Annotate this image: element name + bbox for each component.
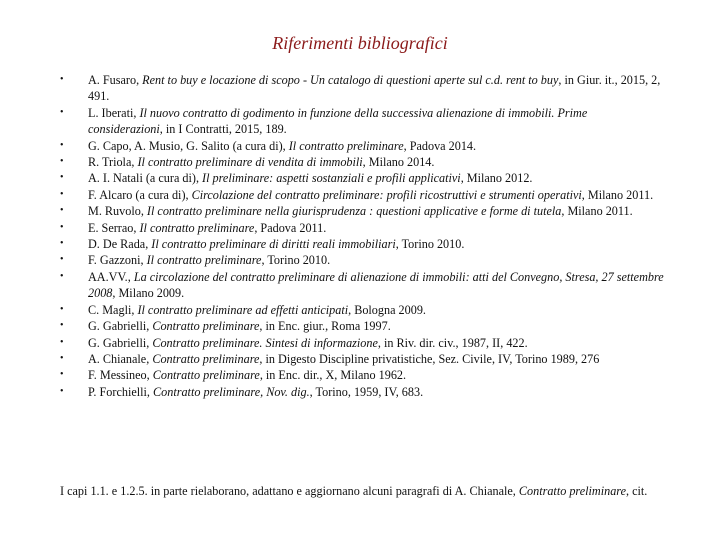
bullet-icon: • <box>60 320 64 332</box>
bullet-icon: • <box>60 106 64 118</box>
footnote-tail: , cit. <box>625 484 648 498</box>
reference-author: F. Gazzoni, <box>88 253 147 268</box>
reference-source: , in Enc. dir., X, Milano 1962. <box>259 368 407 383</box>
reference-item <box>58 187 664 203</box>
reference-item <box>58 154 664 170</box>
reference-item <box>58 269 664 302</box>
reference-author: M. Ruvolo, <box>88 204 147 219</box>
reference-title: Rent to buy e locazione di scopo - Un catalogo di questioni aperte sul c.d. rent to buy <box>142 73 559 87</box>
reference-source: , Padova 2014. <box>403 138 477 153</box>
bullet-icon: • <box>60 221 64 233</box>
bullet-icon: • <box>60 270 64 282</box>
bullet-icon: • <box>60 254 64 266</box>
reference-source: , Torino, 1959, IV, 683. <box>309 384 424 399</box>
reference-author: E. Serrao, <box>88 220 140 235</box>
bullet-icon: • <box>60 352 64 364</box>
reference-source: , Bologna 2009. <box>348 302 426 317</box>
reference-item <box>58 252 664 268</box>
footnote-text: I capi 1.1. e 1.2.5. in parte rielaborano, adattano e aggiornano alcuni paragrafi di A. Chianale, <box>60 484 519 498</box>
reference-item <box>58 203 664 219</box>
reference-title: Il contratto preliminare di diritti reali immobiliari <box>151 237 396 252</box>
bullet-icon: • <box>60 156 64 168</box>
reference-item <box>58 236 664 252</box>
reference-title: Il nuovo contratto di godimento in funzione della successiva alienazione di immobili. Prime considerazioni <box>88 105 588 137</box>
reference-source: , Milano 2011. <box>561 204 633 219</box>
reference-list <box>58 72 664 400</box>
reference-title: Contratto preliminare <box>152 368 260 383</box>
reference-source: , Milano 2011. <box>581 187 654 202</box>
reference-item <box>58 367 664 383</box>
reference-source: , in Giur. it., 2015, 2, 491. <box>88 73 661 104</box>
reference-item <box>58 384 664 400</box>
reference-title: Circolazione del contratto preliminare: profili ricostruttivi e strumenti operativi <box>191 187 582 202</box>
reference-title: La circolazione del contratto preliminare di alienazione di immobili: atti del Convegno, Stresa, 27 settembre 2008 <box>88 269 664 301</box>
reference-source: , Milano 2014. <box>362 155 435 170</box>
reference-item <box>58 105 664 138</box>
reference-author: A. I. Natali (a cura di), <box>88 171 203 186</box>
reference-author: P. Forchielli, <box>88 384 154 399</box>
bullet-icon: • <box>60 238 64 250</box>
reference-item <box>58 351 664 367</box>
reference-source: , in Riv. dir. civ., 1987, II, 422. <box>377 335 528 350</box>
reference-title: Il contratto preliminare ad effetti anticipati <box>137 302 349 317</box>
reference-source: , Torino 2010. <box>395 237 465 252</box>
reference-source: , in Enc. giur., Roma 1997. <box>259 319 391 334</box>
reference-title: Contratto preliminare, Nov. dig. <box>153 384 310 399</box>
bullet-icon: • <box>60 139 64 151</box>
reference-author: C. Magli, <box>88 302 138 317</box>
reference-source: , in Digesto Discipline privatistiche, Sez. Civile, IV, Torino 1989, 276 <box>259 351 600 366</box>
reference-item <box>58 220 664 236</box>
reference-author: F. Messineo, <box>88 368 153 383</box>
reference-author: D. De Rada, <box>88 237 152 252</box>
reference-author: L. Iberati, <box>88 105 140 120</box>
bullet-icon: • <box>60 369 64 381</box>
reference-title: Contratto preliminare. Sintesi di informazione <box>152 335 378 350</box>
reference-author: R. Triola, <box>88 155 138 170</box>
reference-item <box>58 138 664 154</box>
reference-author: A. Fusaro, <box>88 73 143 87</box>
reference-title: Contratto preliminare <box>152 319 260 334</box>
bullet-icon: • <box>60 74 64 85</box>
reference-title: Il contratto preliminare <box>146 253 262 268</box>
reference-item <box>58 72 664 105</box>
reference-source: , Padova 2011. <box>254 220 327 235</box>
reference-item <box>58 318 664 334</box>
reference-item <box>58 335 664 351</box>
reference-source: , Milano 2012. <box>460 171 533 186</box>
bullet-icon: • <box>60 336 64 348</box>
page-title: Riferimenti bibliografici <box>272 33 448 53</box>
footnote <box>60 483 674 499</box>
reference-title: Il contratto preliminare nella giurisprudenza : questioni applicative e forme di tutela <box>146 204 562 219</box>
reference-title: Il contratto preliminare <box>288 138 404 153</box>
reference-author: F. Alcaro (a cura di), <box>88 187 192 202</box>
reference-title: Il contratto preliminare di vendita di immobili <box>137 155 363 170</box>
reference-title: Il preliminare: aspetti sostanziali e profili applicativi <box>202 171 461 186</box>
reference-source: , Torino 2010. <box>261 253 331 268</box>
bullet-icon: • <box>60 385 64 397</box>
reference-author: A. Chianale, <box>88 351 153 366</box>
reference-title: Il contratto preliminare <box>139 220 255 235</box>
bullet-icon: • <box>60 303 64 315</box>
bullet-icon: • <box>60 188 64 200</box>
reference-author: AA.VV., <box>88 269 134 284</box>
bullet-icon: • <box>60 172 64 184</box>
reference-author: G. Gabrielli, <box>88 335 153 350</box>
reference-title: Contratto preliminare <box>152 351 260 366</box>
reference-author: G. Gabrielli, <box>88 319 153 334</box>
reference-source: , in I Contratti, 2015, 189. <box>159 122 287 137</box>
reference-item <box>58 302 664 318</box>
reference-author: G. Capo, A. Musio, G. Salito (a cura di), <box>88 138 289 153</box>
bullet-icon: • <box>60 205 64 217</box>
footnote-italic: Contratto preliminare <box>518 484 626 498</box>
reference-source: , Milano 2009. <box>112 286 185 301</box>
reference-item <box>58 170 664 186</box>
